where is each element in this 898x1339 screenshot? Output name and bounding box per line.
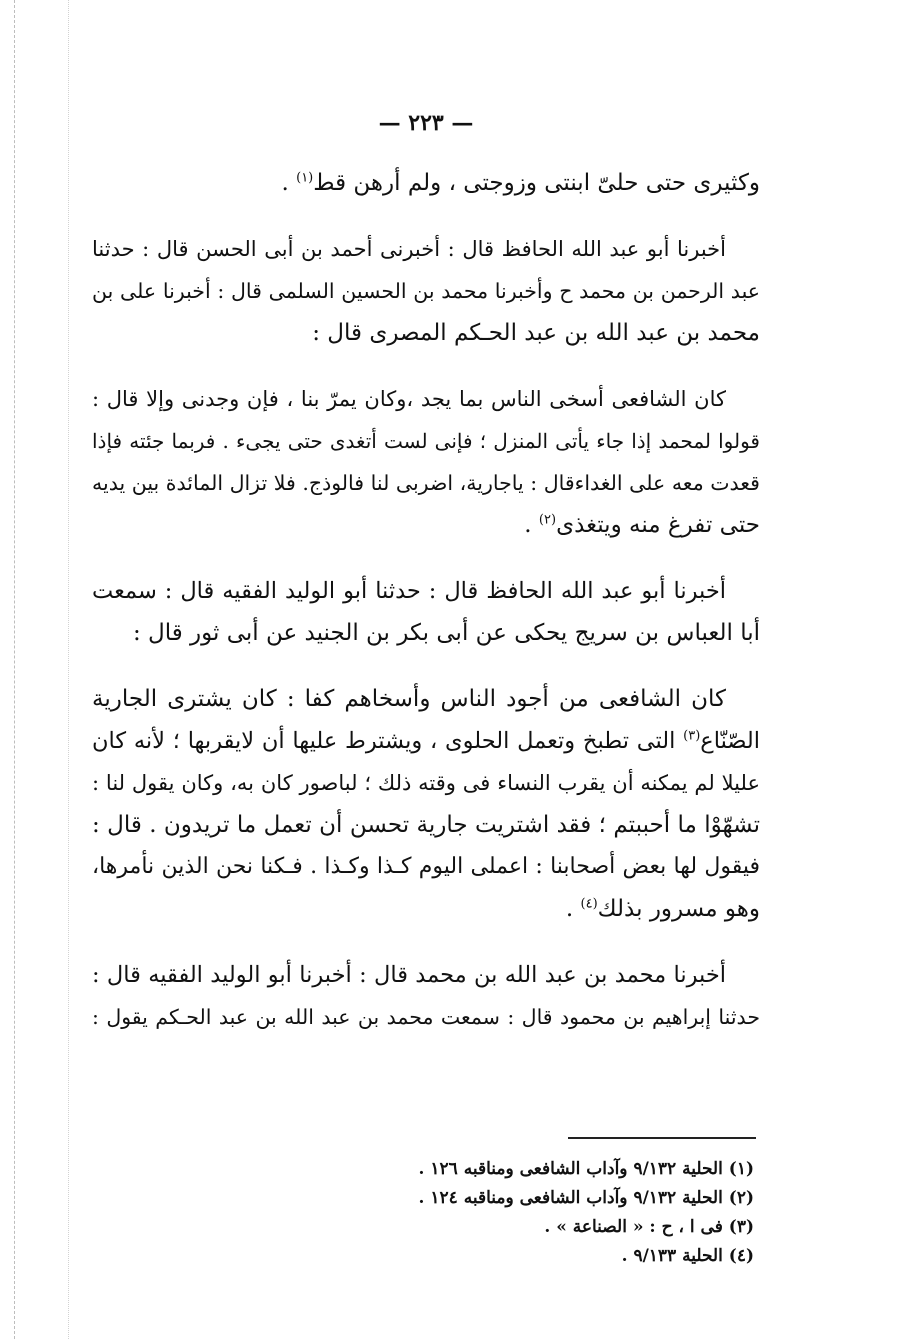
text-line: أخبرنا محمد بن عبد الله بن محمد قال : أخبرنا أبو الوليد الفقيه قال : [92, 962, 726, 988]
text-line: حدثنا إبراهيم بن محمود قال : سمعت محمد بن عبد الله بن عبد الحـكم يقول : [92, 1005, 760, 1029]
text-line: حتى تفرغ منه ويتغذى$^{(٢)}$ . [524, 512, 760, 538]
text-line: قعدت معه على الغداءقال : ياجارية، اضربى لنا فالوذج. فلا تزال المائدة بين يديه [92, 471, 760, 495]
paragraph-4 [92, 570, 760, 654]
footnote-separator [568, 1137, 756, 1139]
footnote-2: (٢) الحلية ٩/١٣٢ وآداب الشافعى ومناقبه ١٢٤ . [418, 1188, 754, 1208]
paragraph-6 [92, 954, 760, 1038]
footnote-ref: (٤) [580, 896, 598, 912]
text-line: فيقول لها بعض أصحابنا : اعملى اليوم كـذا وكـذا . فـكنا نحن الذين نأمرها، [92, 854, 760, 879]
page-body [92, 110, 760, 1062]
text-line: عبد الرحمن بن محمد ح وأخبرنا محمد بن الحسين السلمى قال : أخبرنا على بن [92, 279, 760, 303]
footnote-ref: (٣) [683, 728, 701, 744]
text-line: كان الشافعى أسخى الناس بما يجد ،وكان يمرّ بنا ، فإن وجدنى وإلا قال : [92, 387, 726, 411]
text-line: قولوا لمحمد إذا جاء يأتى المنزل ؛ فإنى لست أتغدى حتى يجىء . فربما جئته فإذا [92, 429, 760, 453]
paragraph-2 [92, 228, 760, 354]
footnote-3: (٣) فى ا ، ح : « الصناعة » . [544, 1217, 754, 1237]
text-line: محمد بن عبد الله بن عبد الحـكم المصرى قال : [312, 320, 760, 346]
text-line: أخبرنا أبو عبد الله الحافظ قال : حدثنا أبو الوليد الفقيه قال : سمعت [92, 578, 726, 604]
paragraph-1 [92, 162, 760, 204]
text-line: الصّنّاع$^{(٣)}$ التى تطبخ وتعمل الحلوى ، ويشترط عليها أن لايقربها ؛ لأنه كان [92, 728, 760, 754]
text-line: كان الشافعى من أجود الناس وأسخاهم كفا : كان يشترى الجارية [92, 686, 726, 712]
text-line: أبا العباس بن سريج يحكى عن أبى بكر بن الجنيد عن أبى ثور قال : [132, 620, 760, 646]
paragraph-5 [92, 678, 760, 930]
footnotes [92, 1155, 754, 1271]
paragraph-3 [92, 378, 760, 546]
text-line: وهو مسرور بذلك$^{(٤)}$ . [565, 896, 760, 922]
footnote-ref: (١) [296, 170, 314, 186]
text-line: أخبرنا أبو عبد الله الحافظ قال : أخبرنى أحمد بن أبى الحسن قال : حدثنا [92, 237, 726, 261]
scan-edge-dots [68, 0, 69, 1339]
footnote-ref: (٢) [538, 512, 557, 528]
text-line: عليلا لم يمكنه أن يقرب النساء فى وقته ذلك ؛ لباصور كان به، وكان يقول لنا : [92, 771, 760, 795]
text-line: وكثيرى حتى حلىّ ابنتى وزوجتى ، ولم أرهن قط$^{(١)}$ . [281, 170, 760, 196]
page-number: — ٢٢٣ — [378, 110, 474, 136]
scan-edge-line [14, 0, 15, 1339]
footnote-1: (١) الحلية ٩/١٣٢ وآداب الشافعى ومناقبه ١٢٦ . [418, 1159, 754, 1179]
footnote-4: (٤) الحلية ٩/١٣٣ . [621, 1246, 754, 1266]
text-line: تشهّوْا ما أحببتم ؛ فقد اشتريت جارية تحسن أن تعمل ما تريدون . قال : [92, 812, 760, 838]
